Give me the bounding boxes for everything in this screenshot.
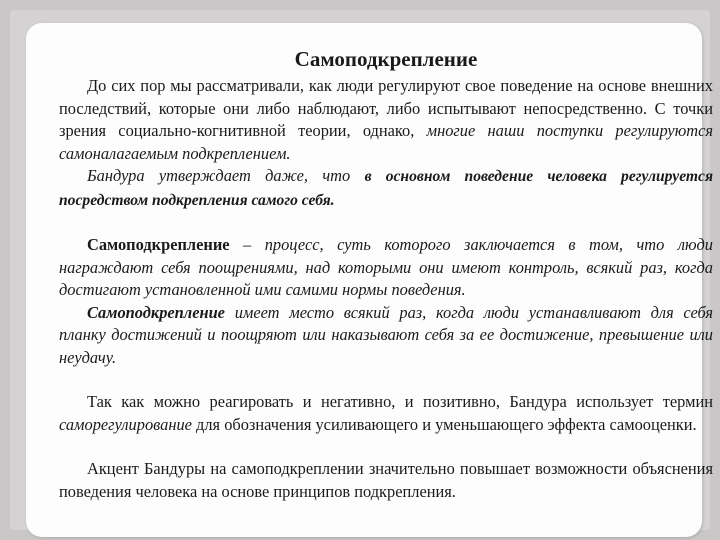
intro-italic: многие наши поступки регулируются самоналагаемым подкреплением.: [59, 121, 713, 163]
selfregulation-text-2: для обозначения усиливающего и уменьшающего эффекта самооценки.: [191, 414, 697, 434]
definition-text: процесс, суть которого заключается в том, что люди награждают себя поощрениями, над которыми они имеют контроль, всякий раз, когда достигают установленной ими самими нормы поведения.: [59, 235, 714, 299]
spacer: [59, 212, 713, 234]
slide-frame: [10, 10, 714, 530]
paragraph-occurrence: [59, 302, 713, 370]
paragraph-intro: [59, 75, 713, 165]
occurrence-body: имеет место всякий раз, когда люди устанавливают для себя планку достижений и поощряют или наказывают себя за ее достижение, превышение или неудачу.: [59, 302, 713, 367]
spacer: [59, 369, 713, 391]
content-body: [59, 45, 713, 503]
paragraph-bandura: [59, 165, 713, 212]
page-title: Самоподкрепление: [294, 47, 478, 71]
selfregulation-term: саморегулирование: [59, 414, 192, 434]
occurrence-term: Самоподкрепление: [87, 302, 225, 322]
conclusion-text: Акцент Бандуры на самоподкреплении значительно повышает возможности объяснения поведения человека на основе принципов подкрепления.: [59, 459, 713, 501]
definition-term: Самоподкрепление: [87, 235, 230, 254]
definition-dash: –: [229, 235, 265, 254]
selfregulation-text-1: Так как можно реагировать и негативно, и позитивно, Бандура использует термин: [87, 392, 713, 411]
paragraph-definition: [59, 234, 713, 302]
paragraph-conclusion: [59, 458, 713, 503]
bandura-italic: Бандура утверждает даже, что: [87, 166, 365, 185]
paragraph-selfregulation: [59, 391, 713, 436]
spacer: [59, 436, 713, 458]
occurrence-text: [59, 303, 713, 367]
intro-text: До сих пор мы рассматривали, как люди регулируют свое поведение на основе внешних последствий, которые они либо наблюдают, либо испытывают непосредственно. С точки зрения социально-когнитивной теории, однако,: [59, 76, 713, 140]
content-card: [26, 23, 714, 537]
bandura-bold-italic: в основном поведение человека регулируется посредством подкрепления самого себя.: [59, 168, 713, 209]
